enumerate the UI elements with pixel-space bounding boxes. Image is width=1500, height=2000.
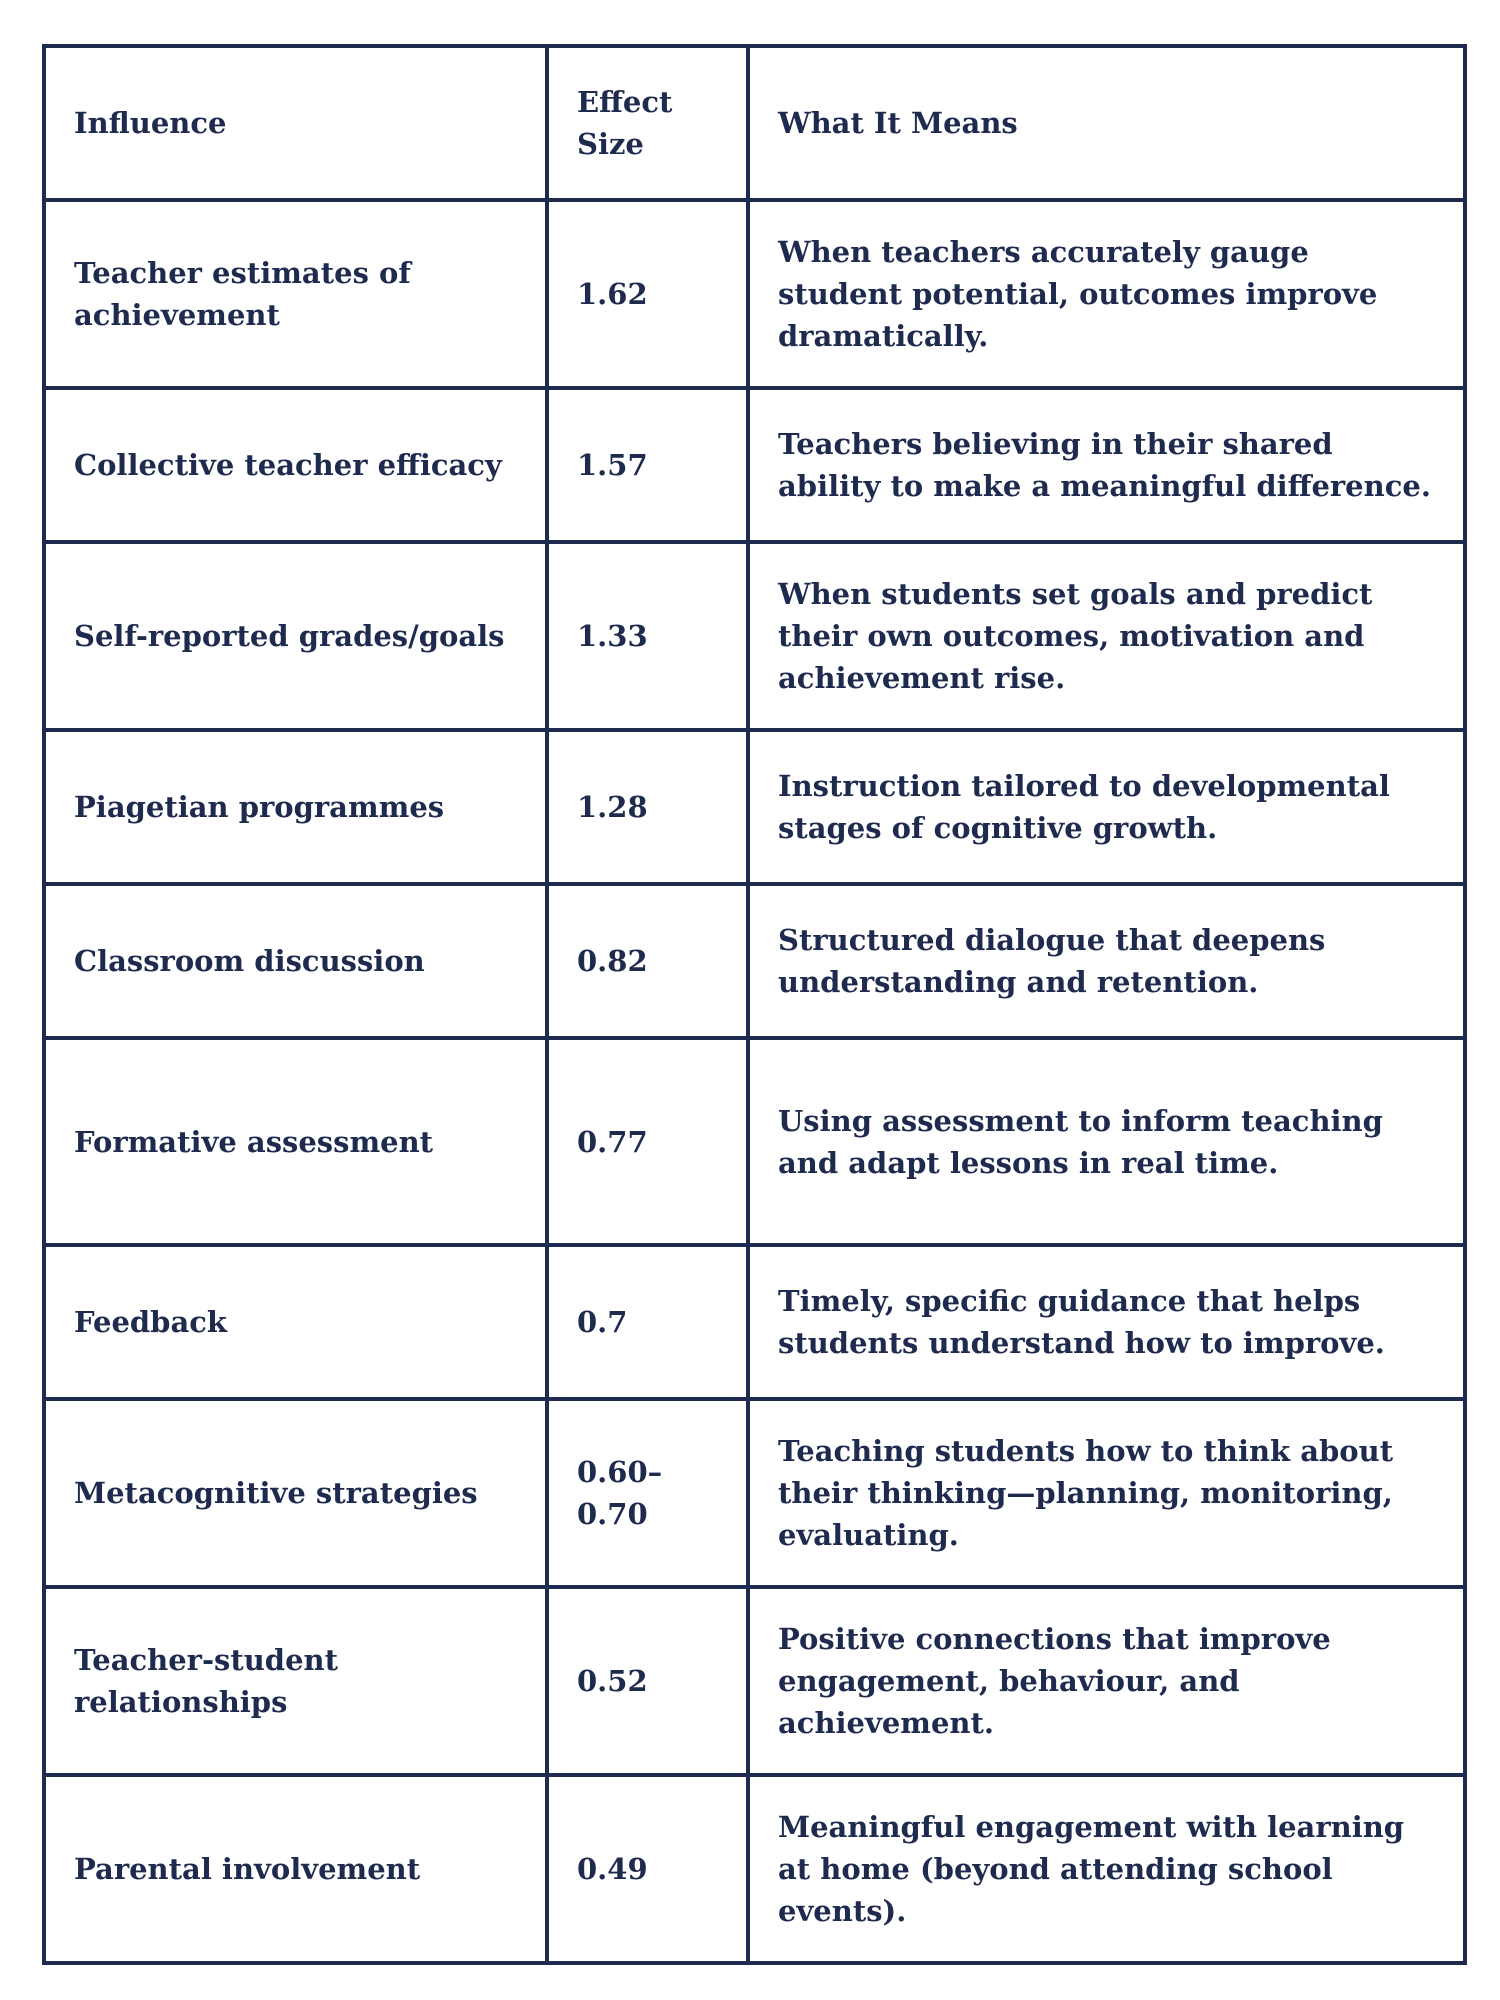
- table-row: [44, 542, 1465, 730]
- meaning-cell: When students set goals and predict their own outcomes, motivation and achievement rise.: [748, 542, 1465, 730]
- table-row: [44, 200, 1465, 388]
- effect-size-cell: 1.62: [547, 200, 748, 388]
- influence-cell: Self-reported grades/goals: [44, 542, 547, 730]
- influence-cell: Piagetian programmes: [44, 730, 547, 884]
- table-row: [44, 388, 1465, 542]
- effect-size-cell: 1.28: [547, 730, 748, 884]
- effect-size-cell: 0.60–0.70: [547, 1399, 748, 1587]
- influence-cell: Classroom discussion: [44, 884, 547, 1038]
- influence-cell: Teacher estimates of achievement: [44, 200, 547, 388]
- table-row: [44, 1587, 1465, 1775]
- effect-size-cell: 0.52: [547, 1587, 748, 1775]
- table-row: [44, 1245, 1465, 1399]
- influence-cell: Collective teacher efficacy: [44, 388, 547, 542]
- meaning-cell: Positive connections that improve engagement, behaviour, and achievement.: [748, 1587, 1465, 1775]
- effect-size-cell: 0.82: [547, 884, 748, 1038]
- meaning-cell: Instruction tailored to developmental stages of cognitive growth.: [748, 730, 1465, 884]
- effect-size-table: [42, 44, 1467, 1965]
- meaning-cell: Teachers believing in their shared ability to make a meaningful difference.: [748, 388, 1465, 542]
- effect-size-cell: 0.77: [547, 1038, 748, 1245]
- table-row: [44, 1775, 1465, 1963]
- column-header-effect-size: Effect Size: [547, 46, 748, 200]
- table-row: [44, 1399, 1465, 1587]
- table-row: [44, 884, 1465, 1038]
- column-header-meaning: What It Means: [748, 46, 1465, 200]
- meaning-cell: Teaching students how to think about their thinking—planning, monitoring, evaluating.: [748, 1399, 1465, 1587]
- meaning-cell: Meaningful engagement with learning at home (beyond attending school events).: [748, 1775, 1465, 1963]
- effect-size-cell: 1.33: [547, 542, 748, 730]
- column-header-influence: Influence: [44, 46, 547, 200]
- meaning-cell: When teachers accurately gauge student potential, outcomes improve dramatically.: [748, 200, 1465, 388]
- meaning-cell: Timely, specific guidance that helps students understand how to improve.: [748, 1245, 1465, 1399]
- header-row: [44, 46, 1465, 200]
- table-row: [44, 1038, 1465, 1245]
- influence-cell: Teacher-student relationships: [44, 1587, 547, 1775]
- influence-cell: Formative assessment: [44, 1038, 547, 1245]
- table-header: [44, 46, 1465, 200]
- influence-cell: Feedback: [44, 1245, 547, 1399]
- effect-size-cell: 1.57: [547, 388, 748, 542]
- influence-cell: Metacognitive strategies: [44, 1399, 547, 1587]
- meaning-cell: Structured dialogue that deepens understanding and retention.: [748, 884, 1465, 1038]
- table-row: [44, 730, 1465, 884]
- effect-size-cell: 0.7: [547, 1245, 748, 1399]
- meaning-cell: Using assessment to inform teaching and adapt lessons in real time.: [748, 1038, 1465, 1245]
- table-body: [44, 200, 1465, 1963]
- influence-cell: Parental involvement: [44, 1775, 547, 1963]
- effect-size-cell: 0.49: [547, 1775, 748, 1963]
